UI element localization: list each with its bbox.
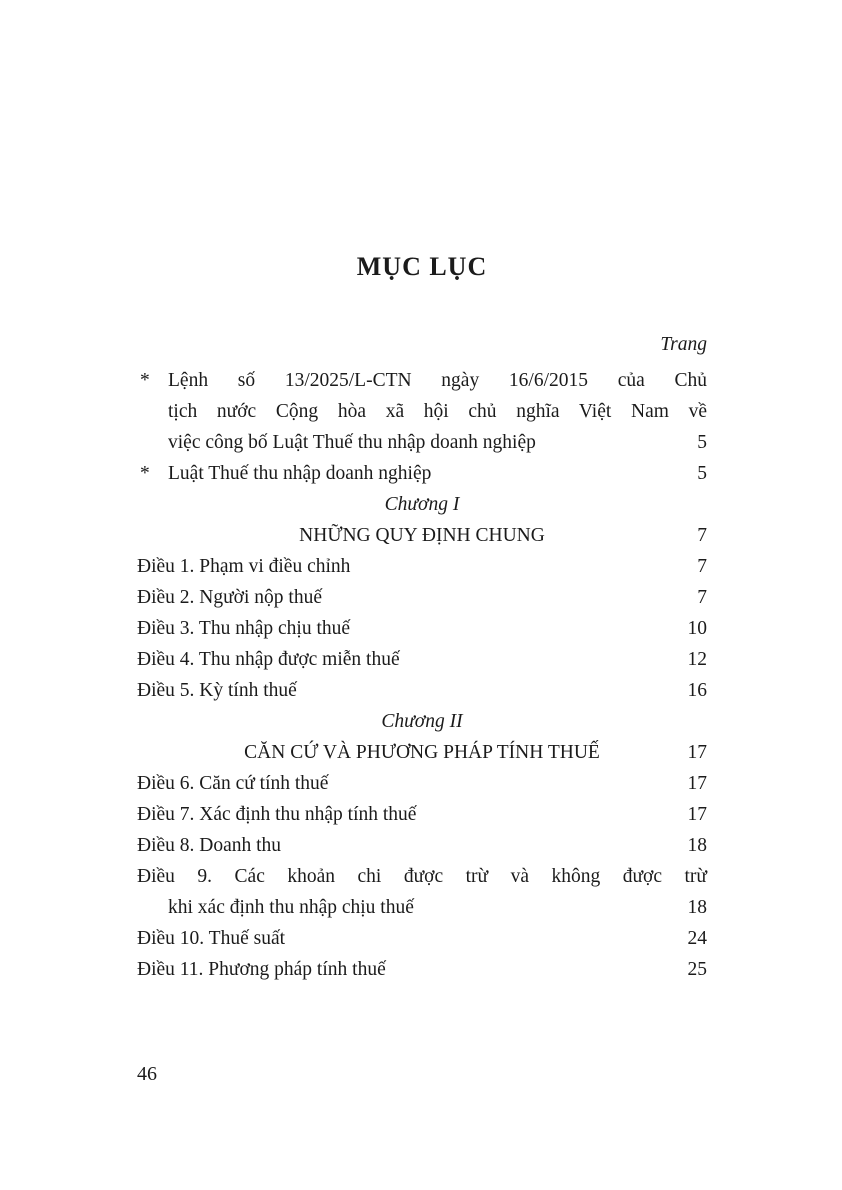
chapter-title: CĂN CỨ VÀ PHƯƠNG PHÁP TÍNH THUẾ bbox=[244, 742, 600, 763]
entry-text: Điều 2. Người nộp thuế bbox=[137, 587, 322, 608]
toc-content bbox=[137, 252, 707, 985]
page-number: 17 bbox=[687, 742, 707, 763]
entry-text-line: khi xác định thu nhập chịu thuế bbox=[168, 897, 414, 918]
footer-page-number: 46 bbox=[137, 1063, 157, 1085]
toc-entry bbox=[137, 675, 707, 706]
page-number: 10 bbox=[687, 618, 707, 639]
toc-entry bbox=[137, 613, 707, 644]
chapter-title: NHỮNG QUY ĐỊNH CHUNG bbox=[299, 525, 545, 546]
entry-text: Điều 8. Doanh thu bbox=[137, 835, 282, 856]
entry-text-line: việc công bố Luật Thuế thu nhập doanh nghiệp bbox=[168, 432, 536, 453]
entry-last-line bbox=[137, 892, 707, 923]
chapter-label: Chương II bbox=[381, 711, 463, 732]
toc-entry bbox=[137, 365, 707, 458]
entry-text-line: Luật Thuế thu nhập doanh nghiệp bbox=[168, 463, 432, 484]
toc-entry bbox=[137, 644, 707, 675]
page-number: 24 bbox=[687, 928, 707, 949]
entry-text: Điều 7. Xác định thu nhập tính thuế bbox=[137, 804, 417, 825]
chapter-title-row bbox=[137, 737, 707, 768]
entry-body bbox=[168, 458, 707, 489]
toc-entry bbox=[137, 458, 707, 489]
page-number: 16 bbox=[687, 680, 707, 701]
page-number: 18 bbox=[687, 897, 707, 918]
toc-entry bbox=[137, 582, 707, 613]
entry-body bbox=[168, 365, 707, 458]
entry-last-line bbox=[168, 427, 707, 458]
chapter-title-row bbox=[137, 520, 707, 551]
entry-text-line: Điều 9. Các khoản chi được trừ và không được trừ bbox=[137, 866, 707, 887]
page-number: 12 bbox=[687, 649, 707, 670]
entry-text: Điều 3. Thu nhập chịu thuế bbox=[137, 618, 351, 639]
toc-entry bbox=[137, 551, 707, 582]
toc-entry bbox=[137, 768, 707, 799]
entry-text: Điều 6. Căn cứ tính thuế bbox=[137, 773, 329, 794]
page-number: 7 bbox=[697, 556, 707, 577]
entry-text: Điều 4. Thu nhập được miễn thuế bbox=[137, 649, 400, 670]
entry-text-line: tịch nước Cộng hòa xã hội chủ nghĩa Việt Nam về bbox=[168, 401, 707, 422]
toc-entry bbox=[137, 799, 707, 830]
toc-entry bbox=[137, 861, 707, 923]
page-number: 7 bbox=[697, 525, 707, 546]
page-number: 5 bbox=[697, 463, 707, 484]
toc-entry bbox=[137, 954, 707, 985]
entry-text: Điều 5. Kỳ tính thuế bbox=[137, 680, 297, 701]
page-number: 25 bbox=[687, 959, 707, 980]
entry-marker: * bbox=[140, 370, 150, 391]
page-number: 5 bbox=[697, 432, 707, 453]
entry-text: Điều 11. Phương pháp tính thuế bbox=[137, 959, 386, 980]
page-column-label: Trang bbox=[660, 334, 707, 355]
page-number: 7 bbox=[697, 587, 707, 608]
toc-entry bbox=[137, 830, 707, 861]
entry-text: Điều 10. Thuế suất bbox=[137, 928, 286, 949]
table-of-contents bbox=[137, 365, 707, 985]
page-title: MỤC LỤC bbox=[356, 252, 488, 281]
entry-text: Điều 1. Phạm vi điều chỉnh bbox=[137, 556, 351, 577]
entry-text-line: Lệnh số 13/2025/L-CTN ngày 16/6/2015 của Chủ bbox=[168, 370, 707, 391]
page-number: 17 bbox=[687, 804, 707, 825]
page-number: 18 bbox=[687, 835, 707, 856]
page-number: 17 bbox=[687, 773, 707, 794]
entry-marker: * bbox=[140, 463, 150, 484]
chapter-label: Chương I bbox=[384, 494, 460, 515]
toc-entry bbox=[137, 923, 707, 954]
entry-last-line bbox=[168, 458, 707, 489]
